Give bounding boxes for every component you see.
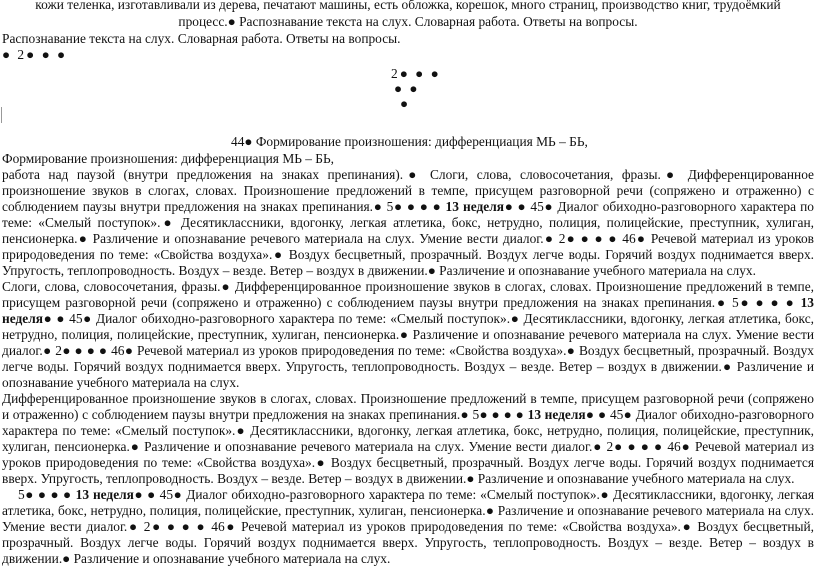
p1-line: произношение звуков в слогах, словах. Произношение предложений в темпе, присущем разговорной речи (сопряжено и отраженно) с xyxy=(2,183,814,198)
p1-line: Упругость, теплопроводность. Воздух – везде. Ветер – воздух в движении.● Различение и опознавание учебного материала на слух. xyxy=(2,263,756,278)
p4-line: Умение вести диалог.● 2● ● ● ● 46● Речевой материал из уроков природоведения по теме: «Свойства воздуха».● Воздух бесцветный, xyxy=(2,519,814,534)
heading-recognition: Распознавание текста на слух. Словарная работа. Ответы на вопросы. xyxy=(2,31,401,46)
p2-line: присущем разговорной речи (сопряжено и отраженно) с соблюдением паузы внутри предложения на знаках препинания.● 5● ● ● ● 13 xyxy=(2,295,814,310)
p1-line: теме: «Смелый поступок».● Десятиклассники, вдогонку, легкая атлетика, бокс, нетрудно, полиция, полицейские, преступник, хулиган, xyxy=(2,215,814,230)
p4-line-last: движении.● Различение и опознавание учебного материала на слух. xyxy=(2,551,391,566)
p4-line: 5● ● ● ● 13 неделя● ● 45● Диалог обиходно-разговорного характера по теме: «Смелый поступок».● Десятиклассники, вдогонку, легкая xyxy=(18,487,814,502)
p4-line: атлетика, бокс, нетрудно, полиция, полицейские, преступник, хулиган, пенсионерка.● Различение и опознавание речевого материала на слух. xyxy=(2,503,814,518)
top-line-1: кожи теленка, изготавливали из дерева, печатают машины, есть обложка, корешок, много страниц, производство книг, трудоёмкий xyxy=(35,0,781,12)
p1-line: природоведения по теме: «Свойства воздуха».● Воздух бесцветный, прозрачный. Воздух легче воды. Горячий воздух поднимается вверх. xyxy=(2,247,814,262)
section-44-title: 44● Формирование произношения: дифференциация МЬ – БЬ, xyxy=(231,134,588,149)
p3-line: характера по теме: «Смелый поступок».● Десятиклассники, вдогонку, легкая атлетика, бокс, нетрудно, полиция, полицейские, преступник, xyxy=(2,423,814,438)
p1-line: работа над паузой (внутри предложения на знаках препинания).● Слоги, слова, словосочетания, фразы.● Дифференцированное xyxy=(2,167,814,182)
p2-line: диалог.● 2● ● ● ● 46● Речевой материал из уроков природоведения по теме: «Свойства воздуха».● Воздух бесцветный, прозрачный. Воздух xyxy=(2,343,814,358)
p4-line: прозрачный. Воздух легче воды. Горячий воздух поднимается вверх. Упругость, теплопроводность. Воздух – везде. Ветер – воздух в xyxy=(2,535,814,550)
dots-center-row2: ● ● xyxy=(394,81,420,96)
top-line-2: процесс.● Распознавание текста на слух. Словарная работа. Ответы на вопросы. xyxy=(178,14,638,29)
section-44-subtitle: Формирование произношения: дифференциация МЬ – БЬ, xyxy=(2,151,335,166)
dots-center-row1: 2● ● ● xyxy=(391,66,441,81)
dots-center-row3: ● xyxy=(400,96,411,111)
p2-line: легче воды. Горячий воздух поднимается вверх. Упругость, теплопроводность. Воздух – везде. Ветер – воздух в движении.● Различение и xyxy=(2,359,814,374)
p2-line: Слоги, слова, словосочетания, фразы.● Дифференцированное произношение звуков в слогах, словах. Произношение предложений в темпе, xyxy=(2,279,814,294)
p3-line: хулиган, пенсионерка.● Различение и опознавание речевого материала на слух. Умение вести диалог.● 2● ● ● ● 46● Речевой материал из xyxy=(2,439,814,454)
margin-bar xyxy=(1,107,2,123)
p3-line: вверх. Упругость, теплопроводность. Воздух – везде. Ветер – воздух в движении.● Различение и опознавание учебного материала на слух. xyxy=(2,471,795,486)
p3-line: уроков природоведения по теме: «Свойства воздуха».● Воздух бесцветный, прозрачный. Воздух легче воды. Горячий воздух поднимается xyxy=(2,455,814,470)
p3-line: Дифференцированное произношение звуков в слогах, словах. Произношение предложений в темпе, присущем разговорной речи (сопряжено xyxy=(2,391,814,406)
p1-line: пенсионерка.● Различение и опознавание речевого материала на слух. Умение вести диалог.● 2● ● ● ● 46● Речевой материал из уроков xyxy=(2,231,814,246)
p1-line: соблюдением паузы внутри предложения на знаках препинания.● 5● ● ● ● 13 неделя● ● 45● Диалог обиходно-разговорного характера по xyxy=(2,199,814,214)
p2-line: опознавание учебного материала на слух. xyxy=(2,375,240,390)
p2-line: неделя● ● 45● Диалог обиходно-разговорного характера по теме: «Смелый поступок».● Десятиклассники, вдогонку, легкая атлетика, бокс, xyxy=(2,311,814,326)
dots-left: ● 2● ● ● xyxy=(2,47,68,62)
p2-line: нетрудно, полиция, полицейские, преступник, хулиган, пенсионерка.● Различение и опознавание речевого материала на слух. Умение вести xyxy=(2,327,814,342)
p3-line: и отраженно) с соблюдением паузы внутри предложения на знаках препинания.● 5● ● ● ● 13 неделя● ● 45● Диалог обиходно-разговорного xyxy=(2,407,815,422)
